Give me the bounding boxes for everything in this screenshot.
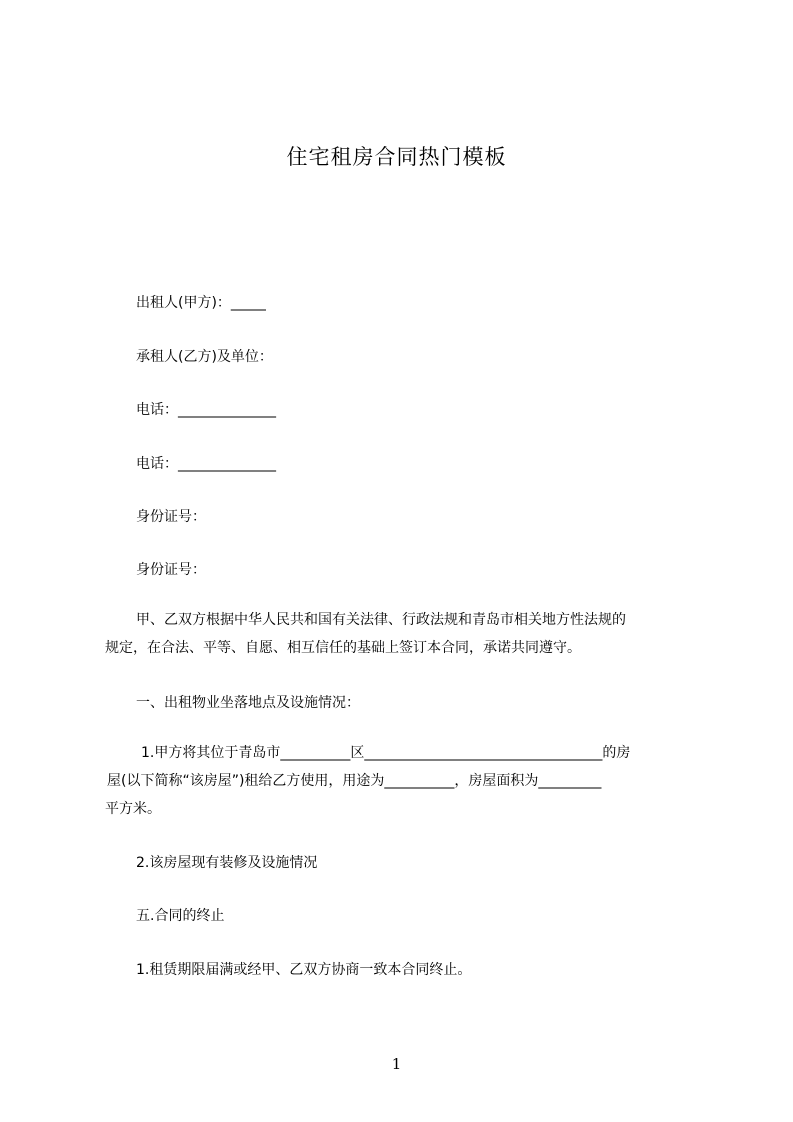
section-5-heading: 五.合同的终止 [136, 908, 225, 924]
phone-line-2: 电话：______________ [136, 456, 276, 472]
document-title: 住宅租房合同热门模板 [286, 145, 507, 169]
clause-1-1-line-1: 1.甲方将其位于青岛市__________区__________________________________的房 [141, 745, 631, 761]
clause-1-1-line-2: 屋(以下简称“该房屋”)租给乙方使用，用途为__________，房屋面积为_________ [107, 773, 602, 789]
page-number: 1 [391, 1055, 402, 1073]
section-1-heading: 一、出租物业坐落地点及设施情况： [136, 695, 360, 711]
clause-5-1: 1.租赁期限届满或经甲、乙双方协商一致本合同终止。 [136, 962, 472, 978]
lessee-line: 承租人(乙方)及单位： [136, 349, 273, 365]
intro-paragraph [105, 606, 705, 662]
id-number-line-2: 身份证号： [136, 562, 206, 578]
id-number-line-1: 身份证号： [136, 509, 206, 525]
intro-line-1: 甲、乙双方根据中华人民共和国有关法律、行政法规和青岛市相关地方性法规的 [136, 612, 626, 628]
clause-1-2: 2.该房屋现有装修及设施情况 [136, 855, 318, 871]
clause-1-1-paragraph [105, 739, 705, 823]
intro-line-2: 规定，在合法、平等、自愿、相互信任的基础上签订本合同，承诺共同遵守。 [105, 640, 581, 656]
phone-line-1: 电话：______________ [136, 402, 276, 418]
lessor-line: 出租人(甲方)：_____ [136, 295, 266, 311]
clause-1-1-line-3: 平方米。 [105, 801, 161, 817]
